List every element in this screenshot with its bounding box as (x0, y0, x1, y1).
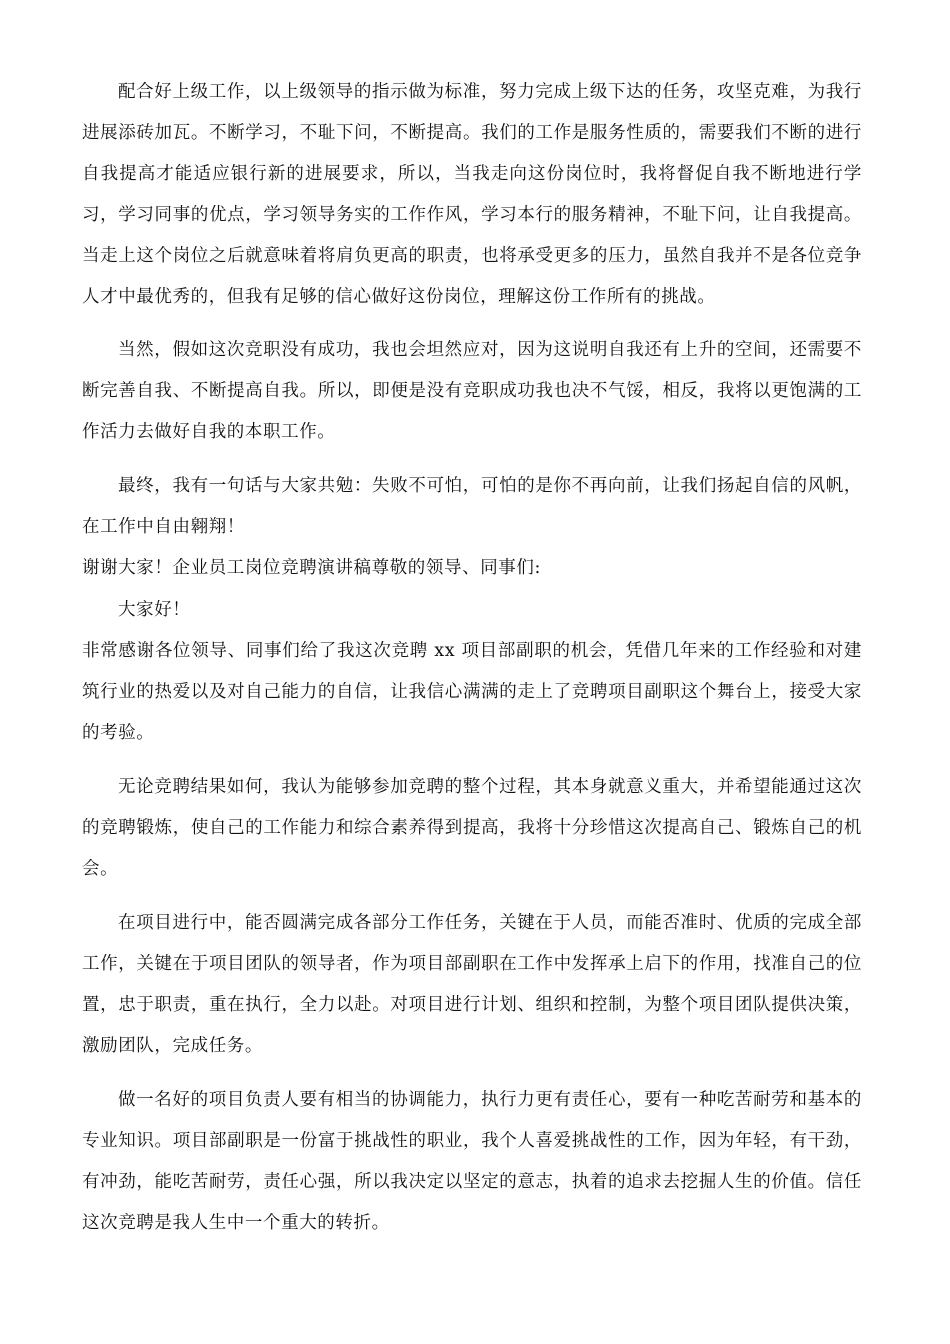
greeting: 大家好！ (118, 600, 191, 620)
paragraph-4: 谢谢大家！企业员工岗位竞聘演讲稿尊敬的领导、同事们: (82, 558, 541, 578)
paragraph-2: 当然，假如这次竞职没有成功，我也会坦然应对，因为这说明自我还有上升的空间，还需要不断完善自我、不断提高自我。所以，即便是没有竞职成功我也决不气馁，相反，我将以更饱满的工作活力去做好自我的本职工作。 (82, 340, 862, 442)
paragraph-1: 配合好上级工作，以上级领导的指示做为标准，努力完成上级下达的任务，攻坚克难，为我行进展添砖加瓦。不断学习，不耻下问，不断提高。我们的工作是服务性质的，需要我们不断的进行自我提高才能适应银行新的进展要求，所以，当我走向这份岗位时，我将督促自我不断地进行学习，学习同事的优点，学习领导务实的工作作风，学习本行的服务精神，不耻下问，让自我提高。当走上这个岗位之后就意味着将肩负更高的职责，也将承受更多的压力，虽然自我并不是各位竞争人才中最优秀的，但我有足够的信心做好这份岗位，理解这份工作所有的挑战。 (82, 82, 862, 307)
paragraph-7: 在项目进行中，能否圆满完成各部分工作任务，关键在于人员，而能否准时、优质的完成全部工作，关键在于项目团队的领导者，作为项目部副职在工作中发挥承上启下的作用，找准自己的位置，忠于职责，重在执行，全力以赴。对项目进行计划、组织和控制，为整个项目团队提供决策，激励团队，完成任务。 (82, 913, 862, 1056)
paragraph-3: 最终，我有一句话与大家共勉：失败不可怕，可怕的是你不再向前，让我们扬起自信的风帆，在工作中自由翱翔！ (82, 476, 862, 537)
paragraph-8: 做一名好的项目负责人要有相当的协调能力，执行力更有责任心，要有一种吃苦耐劳和基本的专业知识。项目部副职是一份富于挑战性的职业，我个人喜爱挑战性的工作，因为年轻，有干劲，有冲劲，能吃苦耐劳，责任心强，所以我决定以坚定的意志，执着的追求去挖掘人生的价值。信任这次竞聘是我人生中一个重大的转折。 (82, 1090, 862, 1233)
paragraph-6: 无论竞聘结果如何，我认为能够参加竞聘的整个过程，其本身就意义重大，并希望能通过这次的竞聘锻炼，使自己的工作能力和综合素养得到提高，我将十分珍惜这次提高自己、锻炼自己的机会。 (82, 777, 862, 879)
paragraph-5: 非常感谢各位领导、同事们给了我这次竞聘 xx 项目部副职的机会，凭借几年来的工作经验和对建筑行业的热爱以及对自己能力的自信，让我信心满满的走上了竞聘项目副职这个舞台上，接受大家的考验。 (82, 641, 862, 743)
